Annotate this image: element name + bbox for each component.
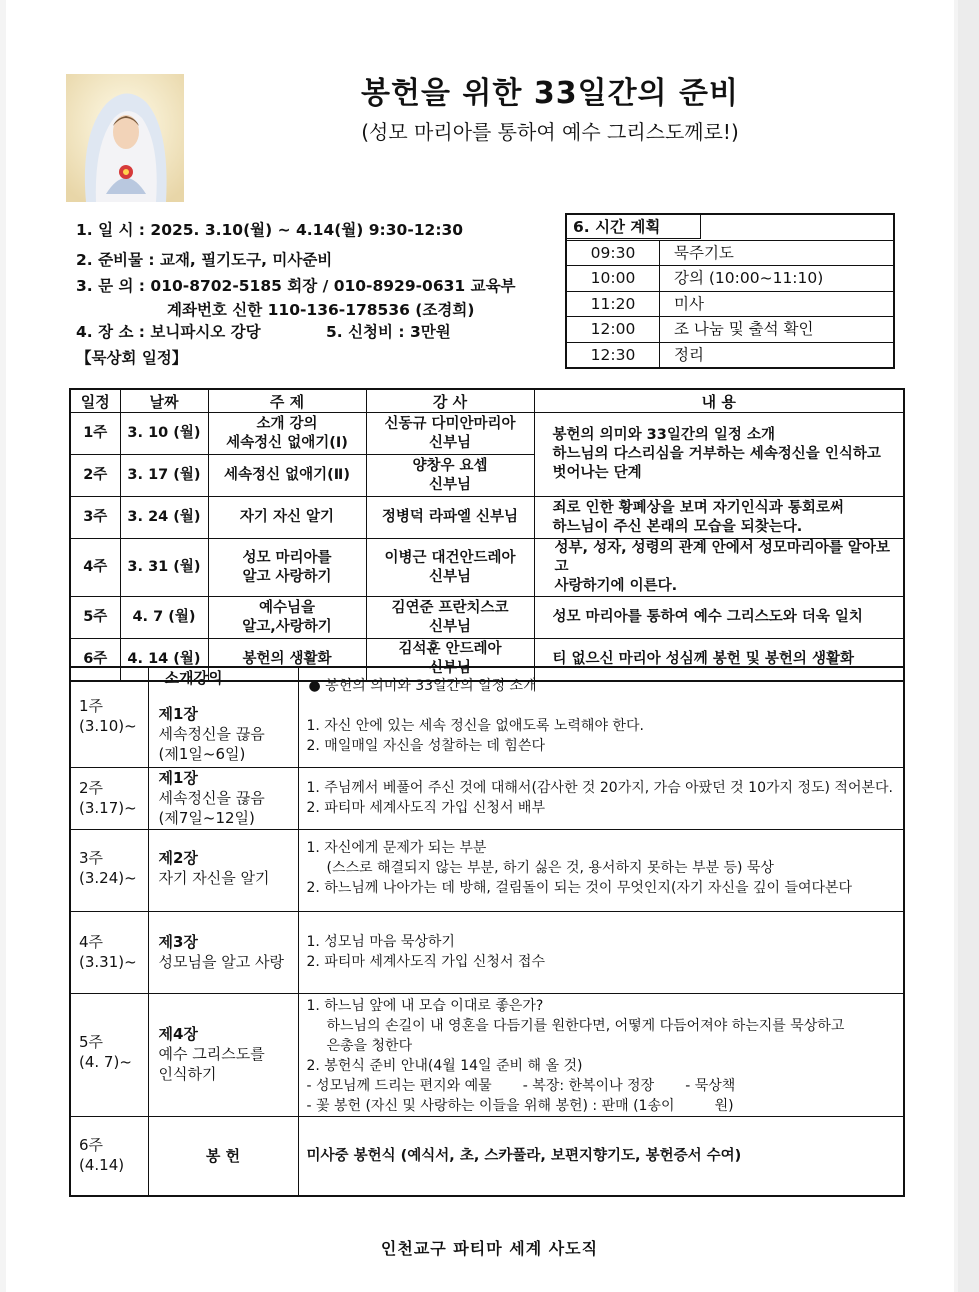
info-contact: 3. 문 의 : 010-8702-5185 회장 / 010-8929-0631 교육부 [76, 277, 516, 295]
table-row: 6주 4. 14 (월) 봉헌의 생활화 김석훈 안드레아 신부님 티 없으신 마리아 성심께 봉헌 및 봉헌의 생활화 [70, 639, 904, 681]
info-date: 1. 일 시 : 2025. 3.10(월) ~ 4.14(월) 9:30-12:30 [76, 221, 464, 239]
meditation-schedule-label: 【묵상회 일정】 [76, 349, 188, 367]
time-plan-box [565, 213, 895, 369]
weekly-detail-table [69, 666, 905, 1197]
col-header: 날짜 [120, 389, 208, 413]
table-row: 3주 3. 24 (월) 자기 자신 알기 정병덕 라파엘 신부님 죄로 인한 황폐상을 보며 자기인식과 통회로써 하느님이 주신 본래의 모습을 되찾는다. [70, 497, 904, 539]
time-plan-row: 09:30 묵주기도 [567, 240, 893, 266]
table-row: 5주 4. 7 (월) 예수님을 알고,사랑하기 김연준 프란치스코 신부님 성모 마리아를 통하여 예수 그리스도와 더욱 일치 [70, 597, 904, 639]
table-row: 3주 (3.24)~ 제2장 자기 자신을 알기 1. 자신에게 문제가 되는 부분 (스스로 해결되지 않는 부분, 하기 싫은 것, 용서하지 못하는 부분 등) 묵상 2. 하느님께 나아가는 데 방해, 걸림돌이 되는 것이 무엇인지(자기 자신을 깊이 들여다본다 [70, 829, 904, 911]
time-plan-row: 12:30 정리 [567, 342, 893, 368]
table-row: 2주 3. 17 (월) 세속정신 없애기(Ⅱ) 양창우 요셉 신부님 [70, 455, 904, 497]
virgin-mary-image [66, 74, 184, 202]
page-title: 봉헌을 위한 33일간의 준비 [361, 76, 739, 111]
time-plan-row: 12:00 조 나눔 및 출석 확인 [567, 316, 893, 342]
col-header: 내 용 [534, 389, 904, 413]
info-fee: 5. 신청비 : 3만원 [326, 323, 451, 341]
table-row: 5주 (4. 7)~ 제4장 예수 그리스도를 인식하기 1. 하느님 앞에 내 모습 이대로 좋은가? 하느님의 손길이 내 영혼을 다듬기를 원한다면, 어떻게 다듬어져야 하는지를 묵상하고 은총을 청한다 2. 봉헌식 준비 안내(4월 14일 준비 해 올 것) - 성모님께 드리는 편지와 예물 - 복장: 한복이나 정장 - 묵상책 - 꽃 봉헌 (자신 및 사랑하는 이들을 위해 봉헌) : 판매 (1송이 원) [70, 993, 904, 1116]
table-row: 2주 (3.17)~ 제1장 세속정신을 끊음 (제7일~12일) 1. 주님께서 베풀어 주신 것에 대해서(감사한 것 20가지, 가슴 아팠던 것 10가지 정도) 적어본다. 2. 파티마 세계사도직 가입 신청서 배부 [70, 767, 904, 829]
table-row: 6주 (4.14) 봉 헌 미사중 봉헌식 (예식서, 초, 스카풀라, 보편지향기도, 봉헌증서 수여) [70, 1116, 904, 1196]
schedule-header-row [70, 389, 904, 413]
info-account: 계좌번호 신한 110-136-178536 (조경희) [167, 301, 475, 319]
page-subtitle: (성모 마리아를 통하여 예수 그리스도께로!) [361, 120, 739, 144]
col-header: 강 사 [366, 389, 534, 413]
col-header: 주 제 [208, 389, 366, 413]
info-supplies: 2. 준비물 : 교재, 필기도구, 미사준비 [76, 251, 333, 269]
col-header: 일정 [70, 389, 120, 413]
time-plan-row: 10:00 강의 (10:00~11:10) [567, 265, 893, 291]
table-row: 4주 3. 31 (월) 성모 마리아를 알고 사랑하기 이병근 대건안드레아 신부님 성부, 성자, 성령의 관계 안에서 성모마리아를 알아보고 사랑하기에 이른다. [70, 539, 904, 597]
table-row: 1주 3. 10 (월) 소개 강의 세속정신 없애기(Ⅰ) 신동규 다미안마리아 신부님 봉헌의 의미와 33일간의 일정 소개 하느님의 다스리심을 거부하는 세속정신을 인식하고 벗어나는 단계 [70, 413, 904, 455]
time-plan-header: 6. 시간 계획 [567, 215, 701, 239]
table-row: 4주 (3.31)~ 제3장 성모님을 알고 사랑 1. 성모님 마음 묵상하기 2. 파티마 세계사도직 가입 신청서 접수 [70, 911, 904, 993]
info-place: 4. 장 소 : 보니파시오 강당 [76, 323, 261, 341]
viewer-scrollbar[interactable] [958, 0, 979, 1292]
schedule-table [69, 388, 905, 682]
footer-organization: 인천교구 파티마 세계 사도직 [380, 1239, 599, 1258]
table-row: 1주 (3.10)~ 소개강의 제1장 세속정신을 끊음 (제1일~6일) ● 봉헌의 의미와 33일간의 일정 소개 1. 자신 안에 있는 세속 정신을 없애도록 노력해야 한다. 2. 매일매일 자신을 성찰하는 데 힘쓴다 [70, 667, 904, 767]
time-plan-row: 11:20 미사 [567, 291, 893, 317]
